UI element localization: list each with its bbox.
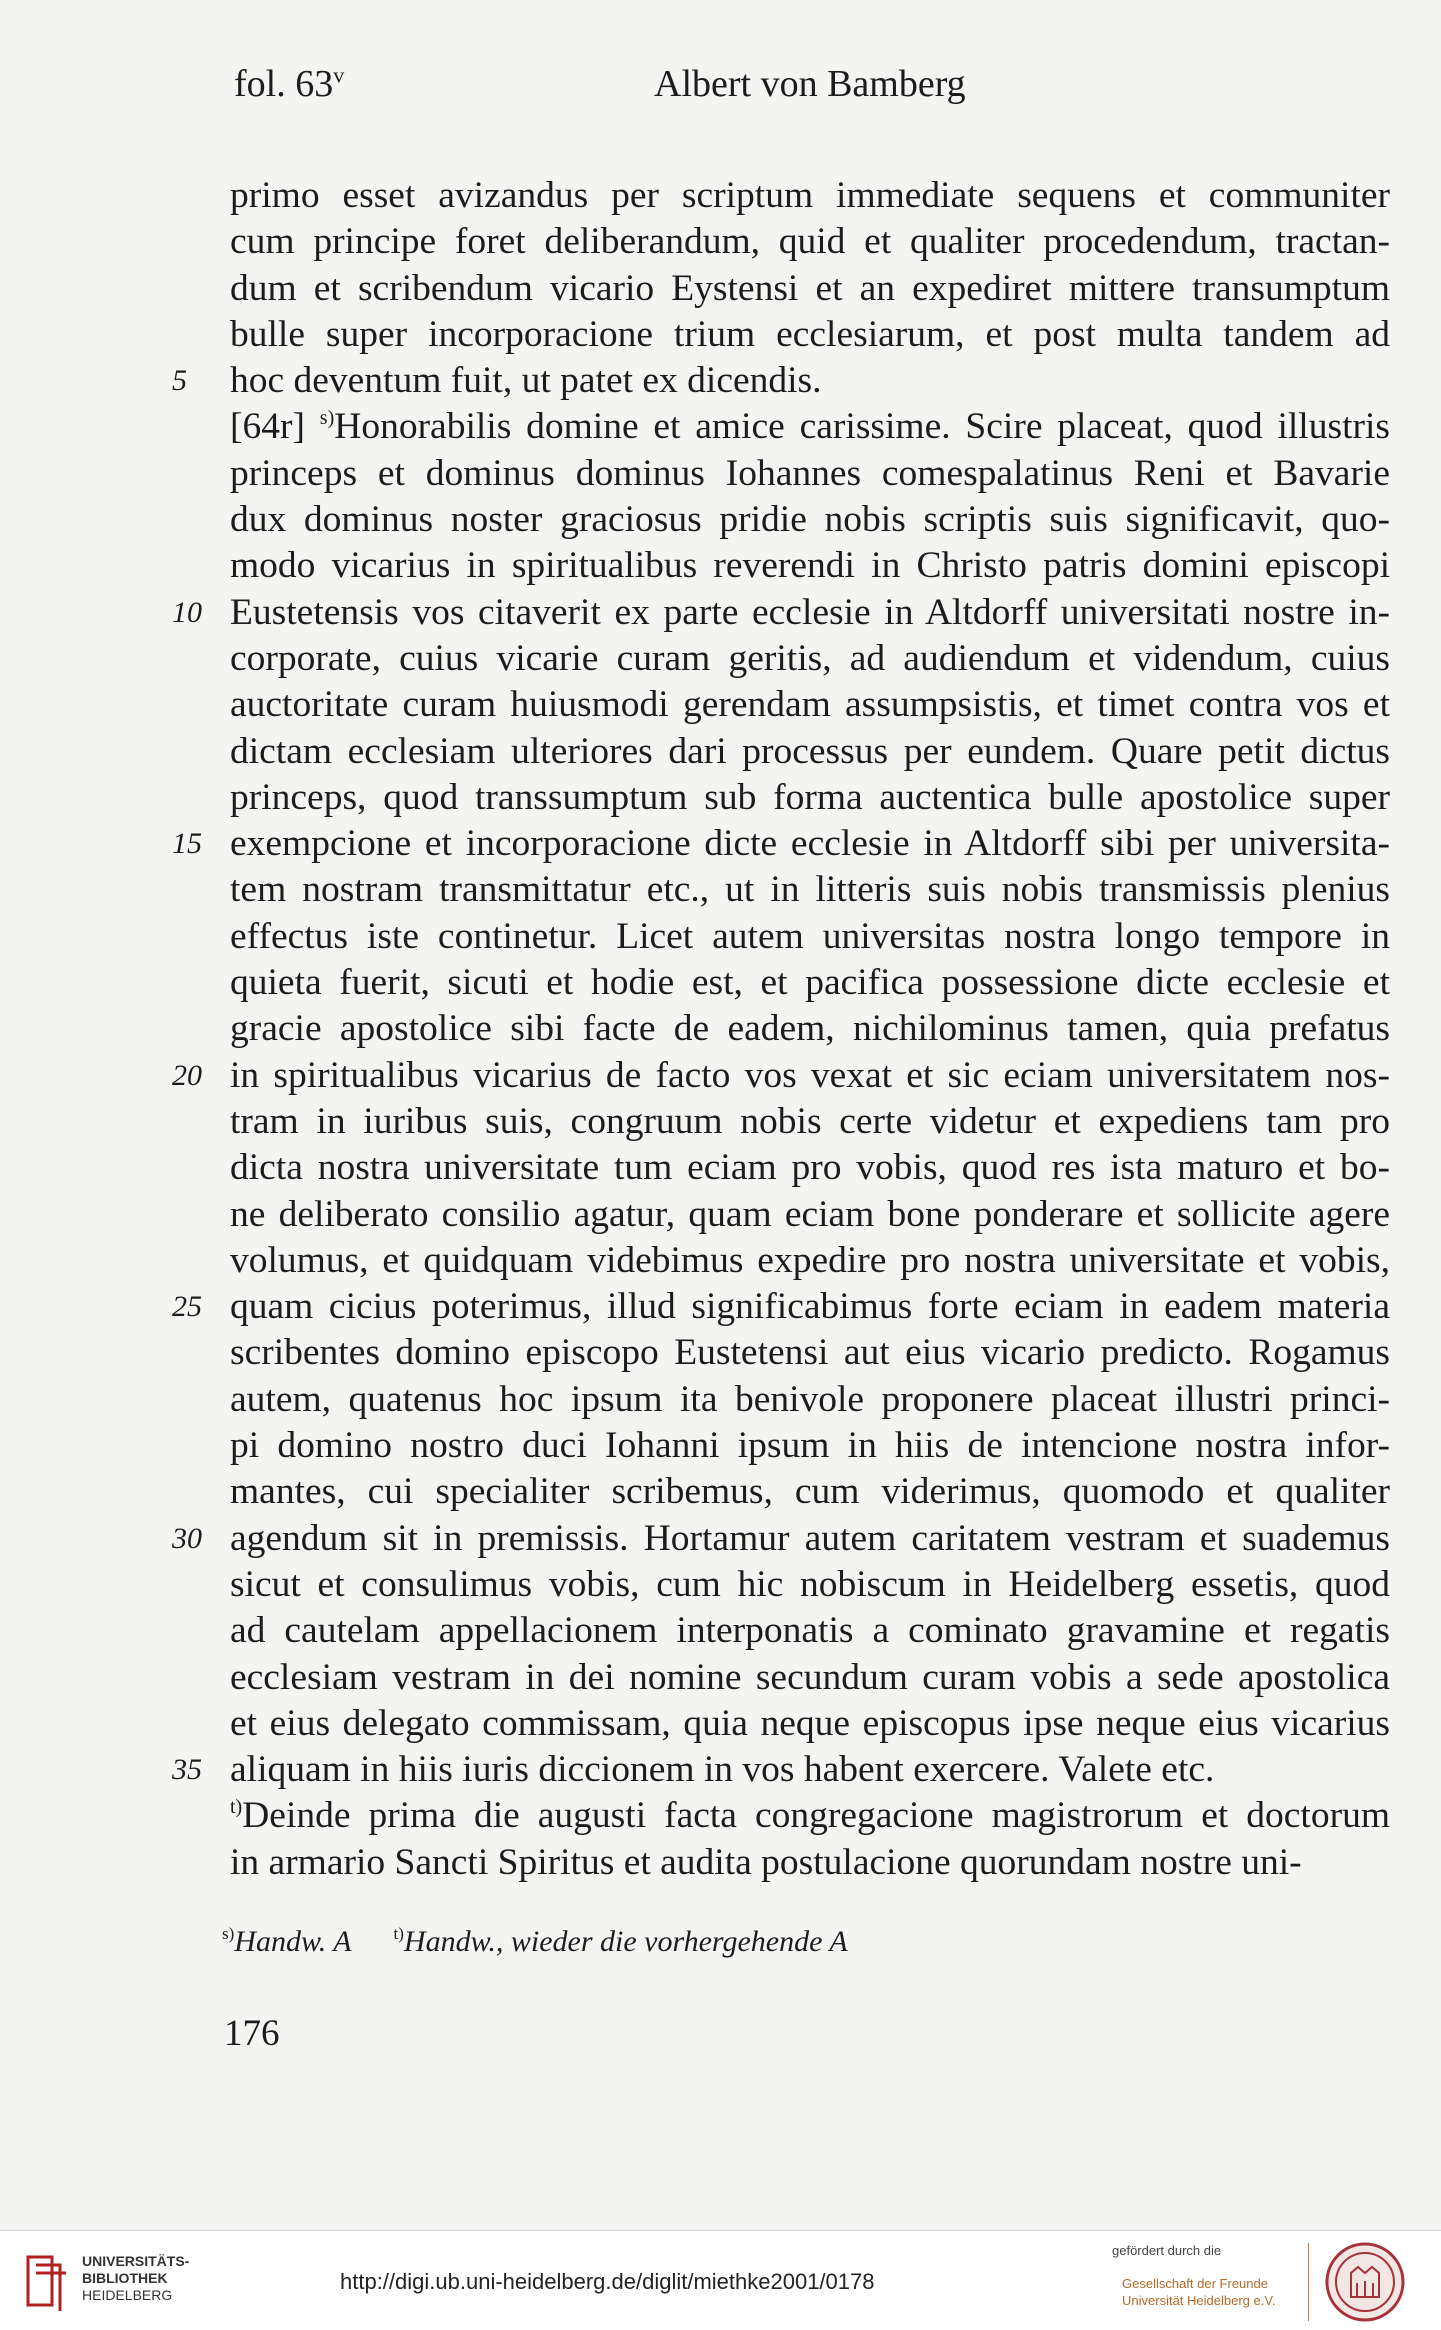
line-text: exempcione et incorporacione dicte ecclesie in Altdorff sibi per universita- [230,823,1390,865]
line-text: dum et scribendum vicario Eystensi et an expediret mittere transumptum [230,267,1390,309]
line-text: dicta nostra universitate tum eciam pro vobis, quod res ista maturo et bo- [230,1147,1390,1189]
text-line [230,451,1390,497]
text-line [230,914,1390,960]
footer-bar [0,2230,1441,2330]
folio-reference: [64r] [230,406,320,448]
page-number: 176 [224,2013,280,2054]
library-line-3: HEIDELBERG [82,2287,173,2303]
text-line [230,1562,1390,1608]
line-text: agendum sit in premissis. Hortamur autem caritatem vestram et suademus [230,1517,1390,1559]
footnote-mark: t) [393,1924,404,1943]
text-line [230,266,1390,312]
text-line [172,358,1390,404]
line-text: pi domino nostro duci Iohanni ipsum in hiis de intencione nostra infor- [230,1425,1390,1467]
text-line [230,1330,1390,1376]
footnote-marker: s) [319,407,335,430]
footnote-text: Handw., wieder die vorhergehende A [403,1925,848,1958]
line-text: gracie apostolice sibi facte de eadem, nichilominus tamen, quia prefatus [230,1008,1390,1050]
text-line [172,1747,1390,1793]
main-text [172,173,1390,1886]
line-text: ad cautelam appellacionem interponatis a cominato gravamine et regatis [230,1610,1390,1652]
ub-logo-icon[interactable] [22,2251,70,2313]
text-line [230,1145,1390,1191]
text-line [172,590,1390,636]
running-title: Albert von Bamberg [654,63,966,105]
line-text: mantes, cui specialiter scribemus, cum viderimus, quomodo et qualiter [230,1471,1390,1513]
line-text: quam cicius poterimus, illud significabimus forte eciam in eadem materia [230,1286,1390,1328]
text-line [230,1423,1390,1469]
running-head [234,62,1394,112]
sponsor-label: gefördert durch die [1112,2243,1222,2258]
line-text: hoc deventum fuit, ut patet ex dicendis. [230,360,822,402]
line-text: effectus iste continetur. Licet autem universitas nostra longo tempore in [230,915,1390,957]
line-text: tram in iuribus suis, congruum nobis certe videtur et expediens tam pro [230,1100,1390,1142]
line-text: princeps, quod transsumptum sub forma auctentica bulle apostolice super [230,776,1390,818]
line-text: bulle super incorporacione trium ecclesiarum, et post multa tandem ad [230,313,1390,355]
footnote-marker: t) [230,1796,243,1819]
text-line [172,821,1390,867]
line-text: tem nostram transmittatur etc., ut in litteris suis nobis transmissis plenius [230,869,1390,911]
line-number: 20 [172,1058,202,1092]
line-text: in spiritualibus vicarius de facto vos vexat et sic eciam universitatem nos- [230,1054,1390,1096]
line-text: Eustetensis vos citaverit ex parte ecclesie in Altdorff universitati nostre in- [230,591,1390,633]
folio-superscript: v [333,62,345,88]
line-number: 25 [172,1290,202,1324]
line-text: scribentes domino episcopo Eustetensi aut eius vicario predicto. Rogamus [230,1332,1390,1374]
text-line [230,312,1390,358]
line-text: auctoritate curam huiusmodi gerendam assumpsistis, et timet contra vos et [230,684,1390,726]
library-line-2: BIBLIOTHEK [82,2270,168,2286]
line-text: volumus, et quidquam videbimus expedire pro nostra universitate et vobis, [230,1239,1390,1281]
permalink-url[interactable]: http://digi.ub.uni-heidelberg.de/diglit/miethke2001/0178 [340,2269,875,2294]
line-text: in armario Sancti Spiritus et audita postulacione quorundam nostre uni- [230,1841,1302,1883]
folio-label [234,62,344,106]
footnote-mark: s) [222,1924,235,1943]
text-line [172,1053,1390,1099]
line-text: Honorabilis domine et amice carissime. Scire placeat, quod illustris [334,406,1390,448]
text-line [172,1284,1390,1330]
text-line [230,404,1390,450]
line-text: autem, quatenus hoc ipsum ita benivole proponere placeat illustri princi- [230,1378,1390,1420]
text-line [230,729,1390,775]
sponsor-line-2: Universität Heidelberg e.V. [1122,2293,1276,2308]
text-line [230,682,1390,728]
text-line [230,1701,1390,1747]
text-line [230,1655,1390,1701]
text-line [230,497,1390,543]
line-text: corporate, cuius vicarie curam geritis, ad audiendum et videndum, cuius [230,637,1390,679]
line-text: sicut et consulimus vobis, cum hic nobiscum in Heidelberg essetis, quod [230,1563,1390,1605]
line-text: aliquam in hiis iuris diccionem in vos habent exercere. Valete etc. [230,1749,1215,1791]
folio-text: fol. 63 [234,63,334,105]
text-line [230,1006,1390,1052]
text-line [230,1840,1390,1886]
sponsor-line-1: Gesellschaft der Freunde [1122,2276,1268,2291]
university-seal-icon[interactable] [1324,2241,1406,2323]
line-text: dux dominus noster graciosus pridie nobis scriptis suis significavit, quo- [230,499,1390,541]
line-number: 10 [172,595,202,629]
line-text: ne deliberato consilio agatur, quam eciam bone ponderare et sollicite agere [230,1193,1390,1235]
library-name [82,2253,189,2304]
text-line [230,1608,1390,1654]
line-number: 15 [172,827,202,861]
line-text: primo esset avizandus per scriptum immediate sequens et communiter [230,175,1390,216]
line-text: princeps et dominus dominus Iohannes comespalatinus Reni et Bavarie [230,452,1390,494]
text-line [230,1793,1390,1839]
line-text: modo vicarius in spiritualibus reverendi in Christo patris domini episcopi [230,545,1390,587]
footnote [222,1925,352,1958]
library-line-1: UNIVERSITÄTS- [82,2253,190,2269]
sponsor-name[interactable] [1122,2275,1275,2309]
text-line [230,543,1390,589]
text-line [172,1516,1390,1562]
text-line [230,1238,1390,1284]
sponsor-divider [1308,2243,1309,2321]
text-line [230,173,1390,219]
line-number: 30 [172,1521,202,1555]
line-text: dictam ecclesiam ulteriores dari processus per eundem. Quare petit dictus [230,730,1390,772]
line-number: 5 [172,364,187,398]
text-line [230,867,1390,913]
text-line [230,219,1390,265]
text-line [230,960,1390,1006]
line-text: cum principe foret deliberandum, quid et qualiter procedendum, tractan- [230,221,1390,263]
footnotes [222,1925,890,1959]
footnote-text: Handw. A [234,1925,352,1958]
line-text: ecclesiam vestram in dei nomine secundum curam vobis a sede apostolica [230,1656,1390,1698]
text-line [230,1192,1390,1238]
line-text: Deinde prima die augusti facta congregacione magistrorum et doctorum [242,1795,1390,1837]
footnote [394,1925,848,1958]
text-line [230,636,1390,682]
line-text: et eius delegato commissam, quia neque episcopus ipse neque eius vicarius [230,1702,1390,1744]
text-line [230,1377,1390,1423]
text-line [230,1099,1390,1145]
text-line [230,1469,1390,1515]
line-text: quieta fuerit, sicuti et hodie est, et pacifica possessione dicte ecclesie et [230,962,1390,1004]
line-number: 35 [172,1753,202,1787]
text-line [230,775,1390,821]
